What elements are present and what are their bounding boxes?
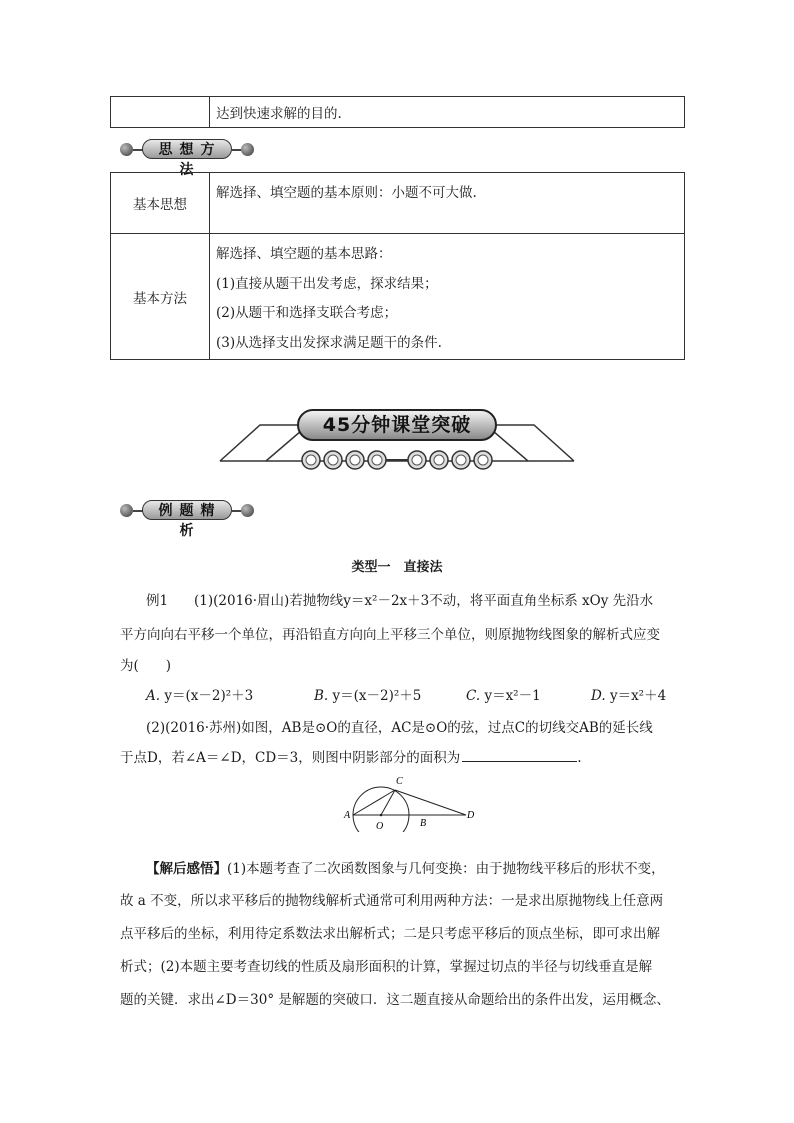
method-line: 解选择、填空题的基本思路： — [216, 246, 392, 262]
banner-title: 45分钟课堂突破 — [322, 414, 472, 436]
big-banner — [218, 405, 576, 475]
geometry-figure — [340, 770, 480, 832]
reflection-tag: 【解后感悟】 — [146, 861, 227, 877]
reflection-line: 析式；(2)本题主要考查切线的性质及扇形面积的计算，掌握过切点的半径与切线垂直是解 — [120, 959, 653, 975]
method-row2-label: 基本方法 — [111, 234, 210, 360]
method-line: (1)直接从题干出发考虑，探求结果； — [216, 275, 438, 292]
type-heading: 类型一 直接法 — [351, 560, 443, 575]
example-label: 例1 — [146, 593, 169, 609]
section-banner-example-analysis — [120, 500, 255, 539]
option-b: B. y＝(x－2)²＋5 — [314, 688, 422, 704]
point-label-b: B — [420, 818, 427, 829]
point-label-o: O — [376, 821, 384, 832]
option-c: C. y＝x²－1 — [466, 688, 541, 704]
example-line: (1)(2016·眉山)若抛物线y＝x²－2x＋3不动，将平面直角坐标系 xOy 先沿水 — [194, 593, 654, 609]
option-d: D. y＝x²＋4 — [591, 688, 667, 704]
banner-title-pill — [297, 409, 497, 441]
option-a: A. y＝(x－2)²＋3 — [146, 688, 254, 704]
top-table-empty-cell — [111, 97, 210, 128]
method-table — [110, 172, 685, 360]
method-line: (2)从题干和选择支联合考虑； — [216, 305, 398, 321]
section-title: 例题精析 — [142, 500, 232, 520]
top-table-text: 达到快速求解的目的. — [210, 97, 685, 128]
example-line: 平方向向右平移一个单位，再沿铅直方向向上平移三个单位，则原抛物线图象的解析式应变 — [120, 627, 660, 643]
top-table — [110, 96, 685, 128]
example-line-with-blank: 于点D，若∠A＝∠D，CD＝3，则图中阴影部分的面积为 . — [120, 750, 582, 766]
reflection-first-line: 【解后感悟】(1)本题考查了二次函数图象与几何变换：由于抛物线平移后的形状不变， — [146, 861, 665, 877]
example-line: 为( ) — [120, 658, 172, 674]
reflection-line: 点平移后的坐标，利用待定系数法求出解析式；二是只考虑平移后的顶点坐标，即可求出解 — [120, 926, 660, 942]
banner-dot-icon — [241, 143, 254, 156]
banner-dot-icon — [120, 143, 133, 156]
answer-blank — [462, 749, 577, 762]
point-label-a: A — [344, 810, 351, 821]
section-banner-thinking-method — [120, 139, 255, 178]
method-row1-text: 解选择、填空题的基本原则：小题不可大做. — [210, 173, 685, 234]
method-line: (3)从选择支出发探求满足题干的条件. — [216, 334, 442, 351]
point-label-c: C — [396, 776, 403, 787]
point-label-d: D — [467, 810, 475, 821]
example-line: (2)(2016·苏州)如图，AB是⊙O的直径，AC是⊙O的弦，过点C的切线交AB的延长线 — [146, 720, 653, 736]
banner-dot-icon — [120, 504, 133, 517]
banner-dot-icon — [241, 504, 254, 517]
method-row1-label: 基本思想 — [111, 173, 210, 234]
method-row2-content — [210, 234, 685, 360]
reflection-line: 题的关键．求出∠D＝30° 是解题的突破口．这二题直接从命题给出的条件出发，运用概念、 — [120, 992, 670, 1008]
section-title: 思想方法 — [142, 139, 232, 159]
reflection-line: 故 a 不变，所以求平移后的抛物线解析式通常可利用两种方法：一是求出原抛物线上任意两 — [120, 893, 664, 909]
